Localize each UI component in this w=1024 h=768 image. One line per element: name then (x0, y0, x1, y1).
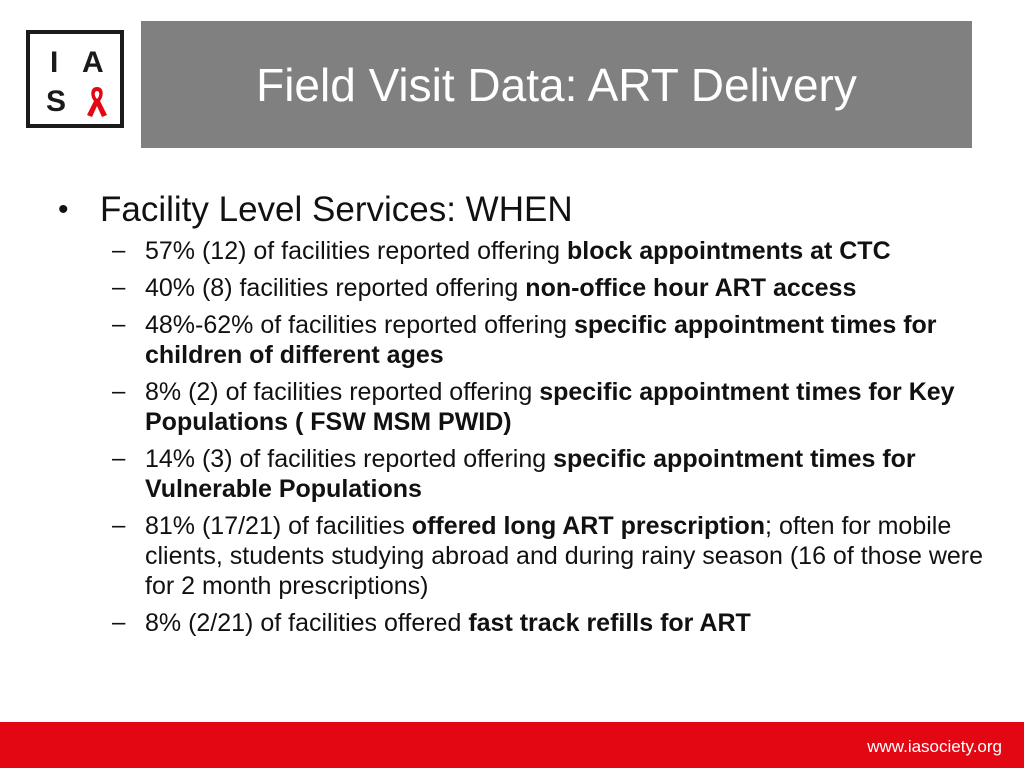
sub-bullet (112, 608, 988, 638)
sub-bullet-text: 57% (12) of facilities reported offering block appointments at CTC (145, 237, 891, 265)
dash-icon: – (112, 445, 126, 472)
bullet-heading: Facility Level Services: WHEN (100, 190, 573, 229)
logo-letter-i: I (50, 46, 59, 79)
title-bar (141, 21, 972, 148)
dash-icon: – (112, 311, 126, 338)
sub-bullet (112, 236, 988, 266)
ias-logo (26, 30, 124, 128)
footer-bar (0, 722, 1024, 768)
red-ribbon-icon (84, 84, 110, 120)
sub-bullet (112, 310, 988, 370)
dash-icon: – (112, 512, 126, 539)
sub-bullet-list (58, 236, 988, 638)
dash-icon: – (112, 378, 126, 405)
main-bullet (58, 188, 988, 232)
slide-content (58, 188, 988, 645)
bullet-dot-icon: • (58, 193, 69, 226)
dash-icon: – (112, 274, 126, 301)
sub-bullet-text: 14% (3) of facilities reported offering specific appointment times for Vulnerable Populations (145, 445, 916, 503)
sub-bullet (112, 377, 988, 437)
sub-bullet-text: 81% (17/21) of facilities offered long ART prescription; often for mobile clients, students studying abroad and during rainy season (16 of those were for 2 month prescriptions) (145, 512, 984, 600)
dash-icon: – (112, 237, 126, 264)
sub-bullet-text: 8% (2) of facilities reported offering specific appointment times for Key Populations ( FSW MSM PWID) (145, 378, 955, 436)
logo-letter-a: A (82, 46, 104, 79)
dash-icon: – (112, 609, 126, 636)
logo-letter-s: S (46, 85, 67, 118)
sub-bullet-text: 8% (2/21) of facilities offered fast track refills for ART (145, 609, 751, 637)
sub-bullet (112, 273, 988, 303)
sub-bullet (112, 511, 988, 601)
website-link[interactable]: www.iasociety.org (867, 737, 1002, 756)
sub-bullet-text: 40% (8) facilities reported offering non-office hour ART access (145, 274, 857, 302)
sub-bullet (112, 444, 988, 504)
slide-title: Field Visit Data: ART Delivery (256, 58, 857, 111)
sub-bullet-text: 48%-62% of facilities reported offering specific appointment times for children of different ages (145, 311, 937, 369)
